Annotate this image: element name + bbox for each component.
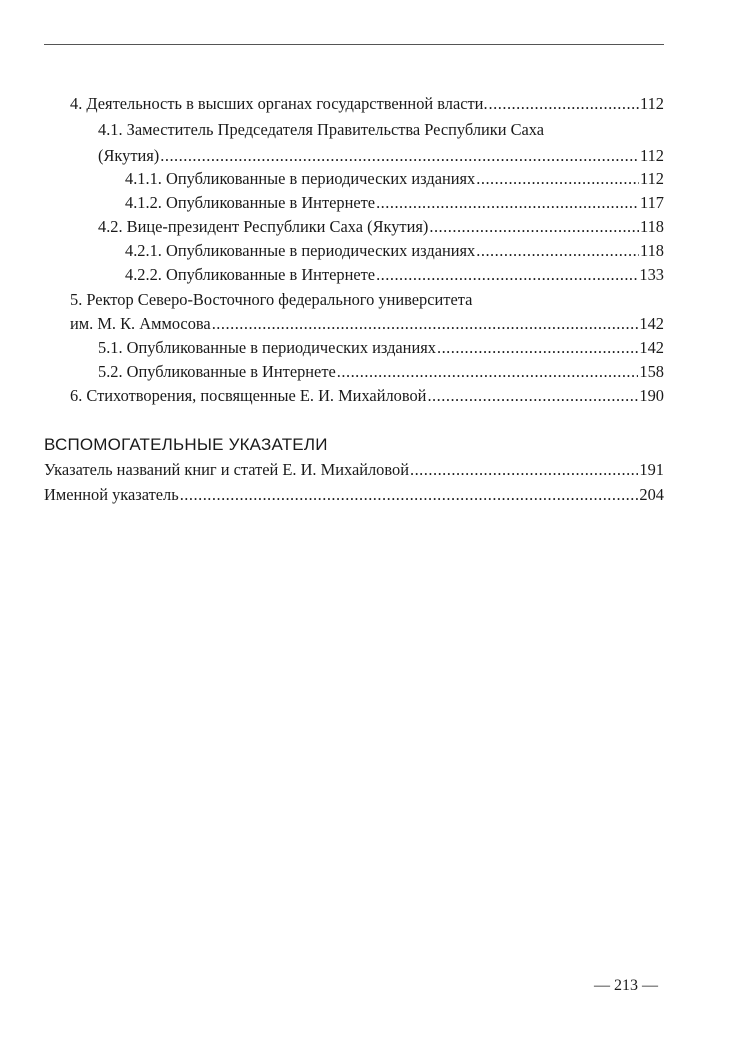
toc-entry-6[interactable]	[70, 386, 664, 406]
toc-entry-title: 6. Стихотворения, посвященные Е. И. Михайловой	[70, 386, 427, 405]
toc-entry-5-2[interactable]	[98, 362, 664, 382]
toc-entry-4-1-2[interactable]	[125, 193, 664, 213]
toc-entry-4-1[interactable]	[98, 146, 664, 166]
toc-page-number: 142	[639, 338, 664, 357]
toc-page-number: 112	[640, 146, 664, 165]
toc-entry-title: 4.2.1. Опубликованные в периодических изданиях	[125, 241, 476, 260]
toc-entry-title: 4. Деятельность в высших органах государственной власти.	[70, 94, 488, 113]
toc-leader-dots	[376, 193, 639, 213]
toc-entry-title: 4.2.2. Опубликованные в Интернете	[125, 265, 376, 284]
toc-entry-title: Указатель названий книг и статей Е. И. Михайловой	[44, 460, 409, 479]
toc-leader-dots	[160, 146, 639, 166]
toc-entry-title: им. М. К. Аммосова	[70, 314, 211, 333]
toc-entry-title: 4.1.1. Опубликованные в периодических изданиях	[125, 169, 476, 188]
toc-page-number: 158	[639, 362, 664, 381]
toc-leader-dots	[212, 314, 639, 334]
auxiliary-indexes-heading: ВСПОМОГАТЕЛЬНЫЕ УКАЗАТЕЛИ	[44, 435, 328, 454]
toc-leader-dots	[437, 338, 638, 358]
toc-page-number: 142	[639, 314, 664, 333]
toc-entry-name-index[interactable]	[44, 485, 664, 505]
toc-entry-4-2-2[interactable]	[125, 265, 664, 285]
toc-entry-4-1-line1[interactable]: 4.1. Заместитель Председателя Правительства Республики Саха	[98, 120, 545, 139]
toc-entry-title: Именной указатель	[44, 485, 179, 504]
toc-leader-dots	[489, 94, 639, 114]
toc-page-number: 117	[640, 193, 664, 212]
toc-leader-dots	[410, 460, 638, 480]
toc-entry-title: 4.1.2. Опубликованные в Интернете	[125, 193, 376, 212]
toc-leader-dots	[476, 169, 639, 189]
page-number-footer: — 213 —	[594, 977, 658, 994]
toc-leader-dots	[429, 217, 639, 237]
toc-entry-title: 5.2. Опубликованные в Интернете	[98, 362, 336, 381]
toc-page-number: 133	[639, 265, 664, 284]
toc-page-number: 191	[639, 460, 664, 479]
toc-page-number: 112	[640, 169, 664, 188]
toc-entry-title: 5.1. Опубликованные в периодических изданиях	[98, 338, 436, 357]
toc-entry-5-1[interactable]	[98, 338, 664, 358]
toc-leader-dots	[476, 241, 639, 261]
toc-leader-dots	[337, 362, 639, 382]
toc-entry-4-2-1[interactable]	[125, 241, 664, 261]
toc-entry-5-line1[interactable]: 5. Ректор Северо-Восточного федерального университета	[70, 290, 473, 309]
header-rule	[44, 44, 664, 45]
toc-entry-4-1-1[interactable]	[125, 169, 664, 189]
toc-entry-title: (Якутия)	[98, 146, 160, 165]
toc-entry-4[interactable]	[70, 94, 664, 114]
toc-page-number: 190	[639, 386, 664, 405]
toc-page-number: 118	[640, 241, 664, 260]
toc-entry-4-2[interactable]	[98, 217, 664, 237]
toc-entry-title: 4.2. Вице-президент Республики Саха (Якутия)	[98, 217, 429, 236]
toc-leader-dots	[376, 265, 638, 285]
toc-entry-book-index[interactable]	[44, 460, 664, 480]
toc-page-number: 112	[640, 94, 664, 113]
toc-page-number: 204	[639, 485, 664, 504]
toc-leader-dots	[180, 485, 639, 505]
toc-leader-dots	[427, 386, 638, 406]
toc-page-number: 118	[640, 217, 664, 236]
toc-entry-5[interactable]	[70, 314, 664, 334]
